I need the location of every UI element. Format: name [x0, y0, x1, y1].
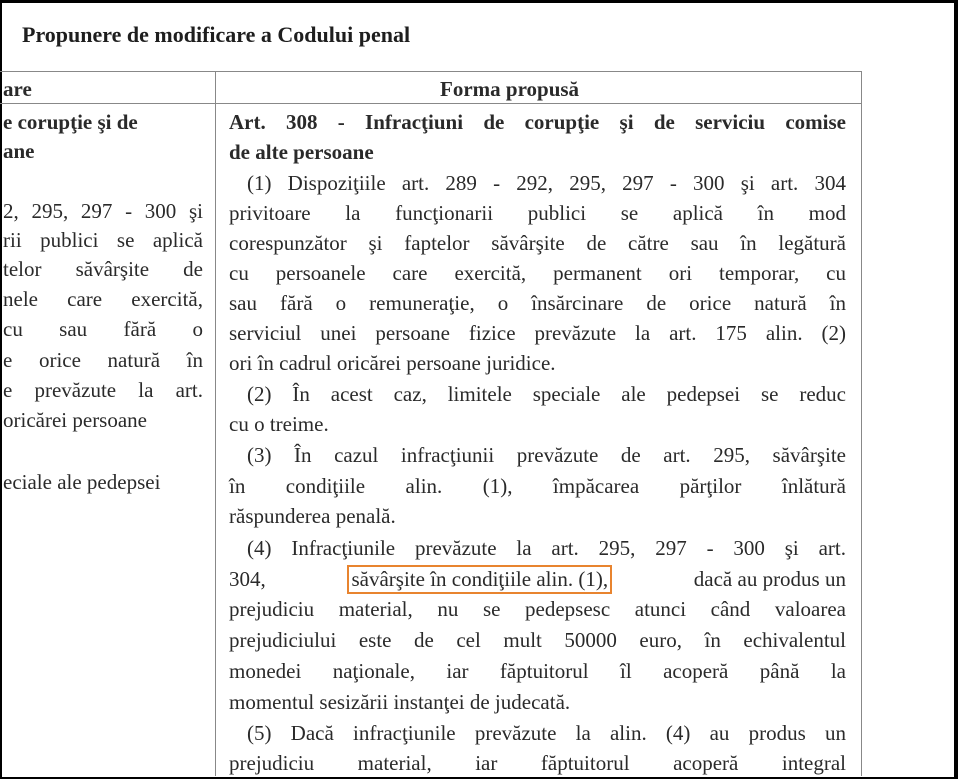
- paragraph-line: sau fără o remuneraţie, o însărcinare de orice natură în: [229, 291, 846, 315]
- left-text-line: e prevăzute la art.: [3, 378, 203, 402]
- right-column-header: Forma propusă: [440, 77, 580, 101]
- paragraph-line: privitoare la funcţionarii publici se aplică în mod: [229, 201, 846, 225]
- paragraph-line: răspunderea penală.: [229, 504, 396, 528]
- paragraph-line: prejudiciu material, iar făptuitorul acoperă integral: [229, 751, 846, 775]
- paragraph-line: prejudiciului este de cel mult 50000 euro, în echivalentul: [229, 628, 846, 652]
- paragraph-line: ori în cadrul oricărei persoane juridice.: [229, 351, 556, 375]
- paragraph-line: (4) Infracţiunile prevăzute la art. 295, 297 - 300 şi art.: [247, 536, 846, 560]
- paragraph-line: serviciul unei persoane fizice prevăzute la art. 175 alin. (2): [229, 321, 846, 345]
- left-text-line: rii publici se aplică: [3, 228, 203, 252]
- highlighted-phrase: săvârşite în condiţiile alin. (1),: [351, 567, 609, 591]
- paragraph-line: în condiţiile alin. (1), împăcarea părţilor înlătură: [229, 474, 846, 498]
- paragraph-line: (1) Dispoziţiile art. 289 - 292, 295, 297 - 300 şi art. 304: [247, 171, 846, 195]
- left-text-line: cu sau fără o: [3, 317, 203, 341]
- paragraph-line: monedei naţionale, iar făptuitorul îl acoperă până la: [229, 659, 846, 683]
- paragraph-line: cu o treime.: [229, 412, 329, 436]
- line-text-before: 304,: [229, 567, 266, 591]
- paragraph-line: prejudiciu material, nu se pedepsesc atunci când valoarea: [229, 597, 846, 621]
- article-title: Art. 308 - Infracţiuni de corupţie şi de serviciu comise: [229, 110, 846, 134]
- left-text-line: ane: [3, 139, 35, 163]
- left-text-line: e orice natură în: [3, 348, 203, 372]
- highlighted-paragraph-line: [229, 567, 846, 592]
- paragraph-line: cu persoanele care exercită, permanent ori temporar, cu: [229, 261, 846, 285]
- column-divider: [215, 71, 216, 776]
- left-text-line: e corupţie şi de: [3, 110, 138, 134]
- paragraph-line: (3) În cazul infracţiunii prevăzute de art. 295, săvârşite: [247, 443, 846, 467]
- header-rule: [0, 103, 862, 104]
- article-title-continued: de alte persoane: [229, 140, 374, 164]
- left-text-line: eciale ale pedepsei: [3, 470, 161, 494]
- left-text-line: 2, 295, 297 - 300 şi: [3, 199, 203, 223]
- paragraph-line: (5) Dacă infracţiunile prevăzute la alin. (4) au produs un: [247, 721, 846, 745]
- left-text-line: nele care exercită,: [3, 287, 203, 311]
- left-text-line: telor săvârşite de: [3, 257, 203, 281]
- line-text-after: dacă au produs un: [693, 567, 846, 591]
- document-title: Propunere de modificare a Codului penal: [22, 22, 411, 47]
- left-column-header: are: [3, 77, 32, 101]
- paragraph-line: (2) În acest caz, limitele speciale ale pedepsei se reduc: [247, 382, 846, 406]
- paragraph-line: corespunzător şi faptelor săvârşite de către sau în legătură: [229, 231, 846, 255]
- paragraph-line: momentul sesizării instanţei de judecată.: [229, 690, 571, 714]
- left-text-line: oricărei persoane: [3, 408, 147, 432]
